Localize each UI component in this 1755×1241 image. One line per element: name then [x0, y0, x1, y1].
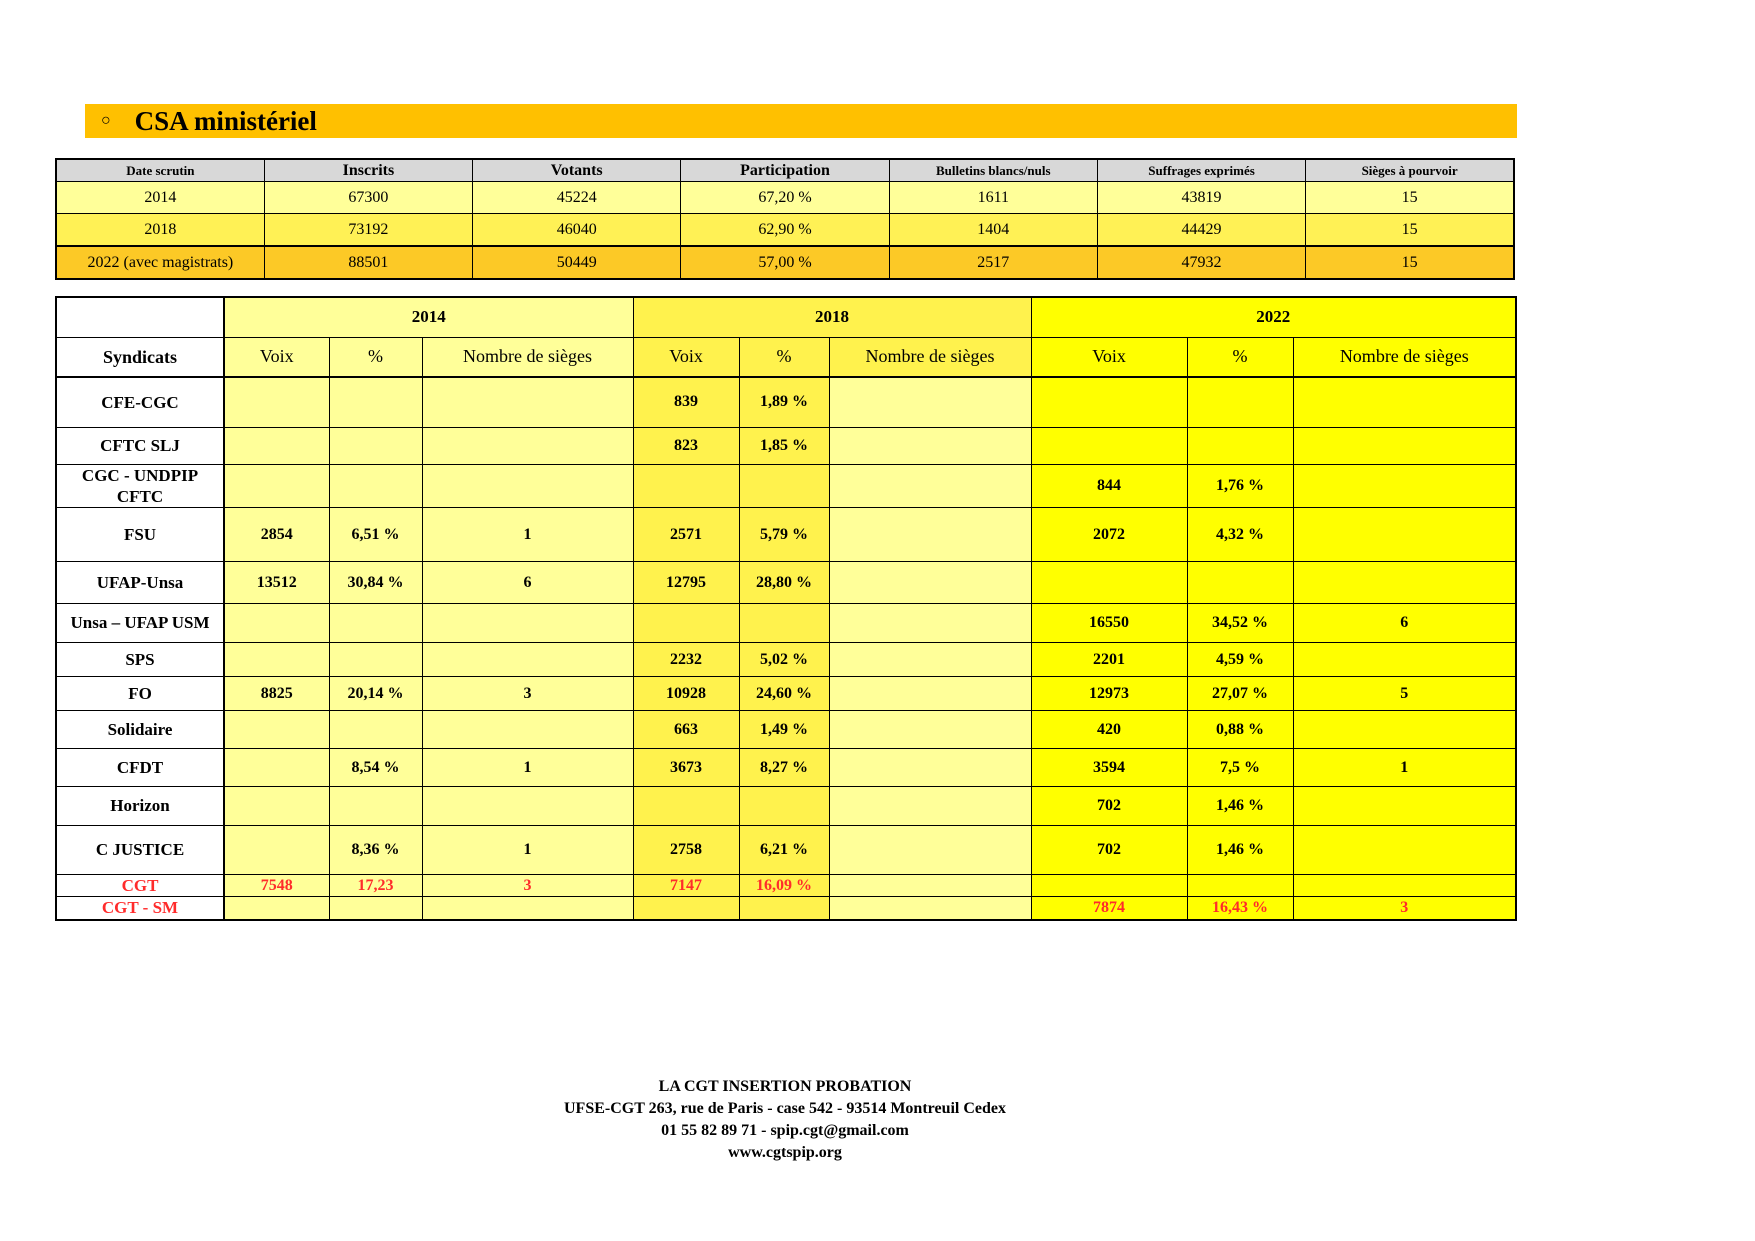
- syndicat-row: [56, 562, 1516, 604]
- syndicat-name: UFAP-Unsa: [56, 562, 224, 604]
- syndicat-name: Horizon: [56, 787, 224, 826]
- result-cell: 1: [1293, 749, 1516, 787]
- result-cell: 1,76 %: [1187, 464, 1293, 508]
- sub-header-2014-voix: Voix: [224, 337, 329, 377]
- summary-header-row: [56, 159, 1514, 182]
- result-cell: [1293, 787, 1516, 826]
- sub-header-2018-pct: %: [739, 337, 829, 377]
- result-cell: [1293, 711, 1516, 749]
- summary-cell: 1404: [889, 214, 1097, 247]
- result-cell: [422, 897, 633, 920]
- summary-cell: 46040: [473, 214, 681, 247]
- result-cell: 702: [1031, 826, 1187, 875]
- corner-cell: [56, 297, 224, 337]
- syndicat-row: [56, 377, 1516, 427]
- sub-header-row: [56, 337, 1516, 377]
- summary-table-body: [56, 182, 1514, 280]
- summary-cell: 15: [1306, 182, 1514, 214]
- result-cell: 8,54 %: [329, 749, 422, 787]
- summary-cell: 57,00 %: [681, 246, 889, 279]
- result-cell: [1293, 377, 1516, 427]
- results-table: [55, 296, 1517, 921]
- result-cell: [633, 464, 739, 508]
- result-cell: 844: [1031, 464, 1187, 508]
- result-cell: 6: [1293, 604, 1516, 643]
- syndicat-row: [56, 875, 1516, 897]
- result-cell: 30,84 %: [329, 562, 422, 604]
- summary-header-cell: Participation: [681, 159, 889, 182]
- syndicats-header-cell: Syndicats: [56, 337, 224, 377]
- sub-header-2022-pct: %: [1187, 337, 1293, 377]
- result-cell: 2072: [1031, 508, 1187, 562]
- summary-cell: 2018: [56, 214, 264, 247]
- result-cell: [829, 377, 1031, 427]
- syndicat-row: [56, 643, 1516, 677]
- result-cell: 10928: [633, 677, 739, 711]
- syndicat-row: [56, 787, 1516, 826]
- result-cell: [422, 643, 633, 677]
- year-header-2014: 2014: [224, 297, 633, 337]
- syndicat-name: FO: [56, 677, 224, 711]
- year-header-2018: 2018: [633, 297, 1031, 337]
- result-cell: 1,46 %: [1187, 826, 1293, 875]
- summary-header-cell: Sièges à pourvoir: [1306, 159, 1514, 182]
- footer-line: LA CGT INSERTION PROBATION: [658, 1078, 912, 1095]
- syndicat-row: [56, 464, 1516, 508]
- result-cell: 8825: [224, 677, 329, 711]
- year-header-row: [56, 297, 1516, 337]
- result-cell: [829, 897, 1031, 920]
- result-cell: [224, 749, 329, 787]
- result-cell: 6,21 %: [739, 826, 829, 875]
- result-cell: 6: [422, 562, 633, 604]
- result-cell: [829, 711, 1031, 749]
- result-cell: [422, 787, 633, 826]
- summary-cell: 43819: [1097, 182, 1305, 214]
- result-cell: 16,09 %: [739, 875, 829, 897]
- summary-header-cell: Inscrits: [264, 159, 472, 182]
- result-cell: [329, 787, 422, 826]
- result-cell: [224, 464, 329, 508]
- result-cell: [829, 464, 1031, 508]
- syndicat-row: [56, 826, 1516, 875]
- result-cell: [1293, 826, 1516, 875]
- syndicat-row: [56, 508, 1516, 562]
- result-cell: [329, 377, 422, 427]
- result-cell: [1293, 508, 1516, 562]
- result-cell: 2758: [633, 826, 739, 875]
- syndicat-name: Solidaire: [56, 711, 224, 749]
- result-cell: 3: [422, 875, 633, 897]
- summary-header-cell: Date scrutin: [56, 159, 264, 182]
- result-cell: 12973: [1031, 677, 1187, 711]
- page-title: CSA ministériel: [134, 105, 317, 136]
- result-cell: 1,89 %: [739, 377, 829, 427]
- result-cell: [224, 711, 329, 749]
- summary-cell: 15: [1306, 246, 1514, 279]
- syndicat-row: [56, 677, 1516, 711]
- summary-row: [56, 246, 1514, 279]
- result-cell: 8,27 %: [739, 749, 829, 787]
- result-cell: 28,80 %: [739, 562, 829, 604]
- result-cell: [829, 749, 1031, 787]
- result-cell: 16,43 %: [1187, 897, 1293, 920]
- result-cell: [829, 826, 1031, 875]
- result-cell: 1,85 %: [739, 427, 829, 464]
- result-cell: [1031, 875, 1187, 897]
- result-cell: 1,46 %: [1187, 787, 1293, 826]
- sub-header-2018-sieges: Nombre de sièges: [829, 337, 1031, 377]
- sub-header-2018-voix: Voix: [633, 337, 739, 377]
- result-cell: [1293, 643, 1516, 677]
- results-table-body: [56, 297, 1516, 920]
- result-cell: 24,60 %: [739, 677, 829, 711]
- syndicat-row: [56, 711, 1516, 749]
- result-cell: [329, 464, 422, 508]
- result-cell: [422, 427, 633, 464]
- title-bar: [85, 104, 1517, 138]
- result-cell: 1: [422, 826, 633, 875]
- result-cell: 823: [633, 427, 739, 464]
- result-cell: [1187, 427, 1293, 464]
- result-cell: 3: [422, 677, 633, 711]
- result-cell: 7548: [224, 875, 329, 897]
- result-cell: [633, 604, 739, 643]
- footer-line: UFSE-CGT 263, rue de Paris - case 542 - 93514 Montreuil Cedex: [563, 1100, 1007, 1117]
- result-cell: [224, 826, 329, 875]
- result-cell: 13512: [224, 562, 329, 604]
- result-cell: [224, 427, 329, 464]
- result-cell: [329, 604, 422, 643]
- result-cell: [739, 897, 829, 920]
- syndicat-row: [56, 604, 1516, 643]
- sub-header-2022-voix: Voix: [1031, 337, 1187, 377]
- result-cell: 3: [1293, 897, 1516, 920]
- result-cell: 1: [422, 508, 633, 562]
- result-cell: 12795: [633, 562, 739, 604]
- result-cell: 3673: [633, 749, 739, 787]
- result-cell: [739, 604, 829, 643]
- summary-cell: 73192: [264, 214, 472, 247]
- result-cell: 7,5 %: [1187, 749, 1293, 787]
- result-cell: 6,51 %: [329, 508, 422, 562]
- summary-cell: 47932: [1097, 246, 1305, 279]
- summary-cell: 2022 (avec magistrats): [56, 246, 264, 279]
- result-cell: 702: [1031, 787, 1187, 826]
- result-cell: [829, 562, 1031, 604]
- result-cell: [1031, 377, 1187, 427]
- result-cell: 5,02 %: [739, 643, 829, 677]
- summary-cell: 15: [1306, 214, 1514, 247]
- result-cell: [422, 377, 633, 427]
- result-cell: [829, 677, 1031, 711]
- result-cell: 663: [633, 711, 739, 749]
- syndicat-name: Unsa – UFAP USM: [56, 604, 224, 643]
- summary-cell: 67,20 %: [681, 182, 889, 214]
- result-cell: [1293, 875, 1516, 897]
- result-cell: [224, 897, 329, 920]
- result-cell: 3594: [1031, 749, 1187, 787]
- result-cell: [1031, 427, 1187, 464]
- result-cell: 2854: [224, 508, 329, 562]
- result-cell: [1187, 875, 1293, 897]
- result-cell: 7147: [633, 875, 739, 897]
- syndicat-row: [56, 897, 1516, 920]
- result-cell: 7874: [1031, 897, 1187, 920]
- summary-cell: 44429: [1097, 214, 1305, 247]
- result-cell: 20,14 %: [329, 677, 422, 711]
- result-cell: 2571: [633, 508, 739, 562]
- syndicat-name: FSU: [56, 508, 224, 562]
- summary-cell: 45224: [473, 182, 681, 214]
- result-cell: [224, 787, 329, 826]
- summary-row: [56, 182, 1514, 214]
- summary-cell: 50449: [473, 246, 681, 279]
- result-cell: [329, 427, 422, 464]
- syndicat-name: CFE-CGC: [56, 377, 224, 427]
- summary-cell: 1611: [889, 182, 1097, 214]
- summary-header-cell: Bulletins blancs/nuls: [889, 159, 1097, 182]
- result-cell: 34,52 %: [1187, 604, 1293, 643]
- syndicat-row: [56, 427, 1516, 464]
- footer-line: www.cgtspip.org: [728, 1144, 842, 1161]
- result-cell: [422, 604, 633, 643]
- result-cell: 420: [1031, 711, 1187, 749]
- result-cell: 0,88 %: [1187, 711, 1293, 749]
- result-cell: [633, 787, 739, 826]
- syndicat-name: C JUSTICE: [56, 826, 224, 875]
- result-cell: 1,49 %: [739, 711, 829, 749]
- result-cell: [829, 787, 1031, 826]
- result-cell: [224, 377, 329, 427]
- result-cell: [422, 464, 633, 508]
- summary-header-cell: Votants: [473, 159, 681, 182]
- result-cell: [1031, 562, 1187, 604]
- result-cell: 4,59 %: [1187, 643, 1293, 677]
- result-cell: [224, 643, 329, 677]
- result-cell: [329, 897, 422, 920]
- summary-cell: 88501: [264, 246, 472, 279]
- summary-table: [55, 158, 1515, 280]
- result-cell: [1187, 377, 1293, 427]
- syndicat-name: SPS: [56, 643, 224, 677]
- summary-cell: 2517: [889, 246, 1097, 279]
- syndicat-name: CGT: [56, 875, 224, 897]
- result-cell: 1: [422, 749, 633, 787]
- summary-cell: 67300: [264, 182, 472, 214]
- summary-table-head: [56, 159, 1514, 182]
- footer-line: 01 55 82 89 71 - spip.cgt@gmail.com: [661, 1122, 909, 1139]
- summary-row: [56, 214, 1514, 247]
- result-cell: [1293, 464, 1516, 508]
- result-cell: [829, 508, 1031, 562]
- result-cell: 8,36 %: [329, 826, 422, 875]
- footer: [55, 1076, 1515, 1164]
- result-cell: 16550: [1031, 604, 1187, 643]
- summary-cell: 2014: [56, 182, 264, 214]
- result-cell: 2232: [633, 643, 739, 677]
- result-cell: [739, 464, 829, 508]
- result-cell: [329, 643, 422, 677]
- result-cell: [329, 711, 422, 749]
- result-cell: [739, 787, 829, 826]
- result-cell: 5: [1293, 677, 1516, 711]
- result-cell: 5,79 %: [739, 508, 829, 562]
- syndicat-name: CGC - UNDPIP CFTC: [56, 464, 224, 508]
- list-bullet-icon: ○: [101, 112, 111, 129]
- syndicat-name: CGT - SM: [56, 897, 224, 920]
- result-cell: 839: [633, 377, 739, 427]
- result-cell: [829, 875, 1031, 897]
- syndicat-name: CFTC SLJ: [56, 427, 224, 464]
- result-cell: 17,23: [329, 875, 422, 897]
- syndicat-row: [56, 749, 1516, 787]
- result-cell: [633, 897, 739, 920]
- result-cell: [1293, 562, 1516, 604]
- result-cell: [829, 427, 1031, 464]
- sub-header-2014-pct: %: [329, 337, 422, 377]
- result-cell: [224, 604, 329, 643]
- result-cell: [829, 604, 1031, 643]
- result-cell: [422, 711, 633, 749]
- sub-header-2022-sieges: Nombre de sièges: [1293, 337, 1516, 377]
- result-cell: [1187, 562, 1293, 604]
- syndicat-name: CFDT: [56, 749, 224, 787]
- result-cell: 27,07 %: [1187, 677, 1293, 711]
- result-cell: 4,32 %: [1187, 508, 1293, 562]
- result-cell: [1293, 427, 1516, 464]
- result-cell: 2201: [1031, 643, 1187, 677]
- summary-cell: 62,90 %: [681, 214, 889, 247]
- summary-header-cell: Suffrages exprimés: [1097, 159, 1305, 182]
- sub-header-2014-sieges: Nombre de sièges: [422, 337, 633, 377]
- year-header-2022: 2022: [1031, 297, 1516, 337]
- result-cell: [829, 643, 1031, 677]
